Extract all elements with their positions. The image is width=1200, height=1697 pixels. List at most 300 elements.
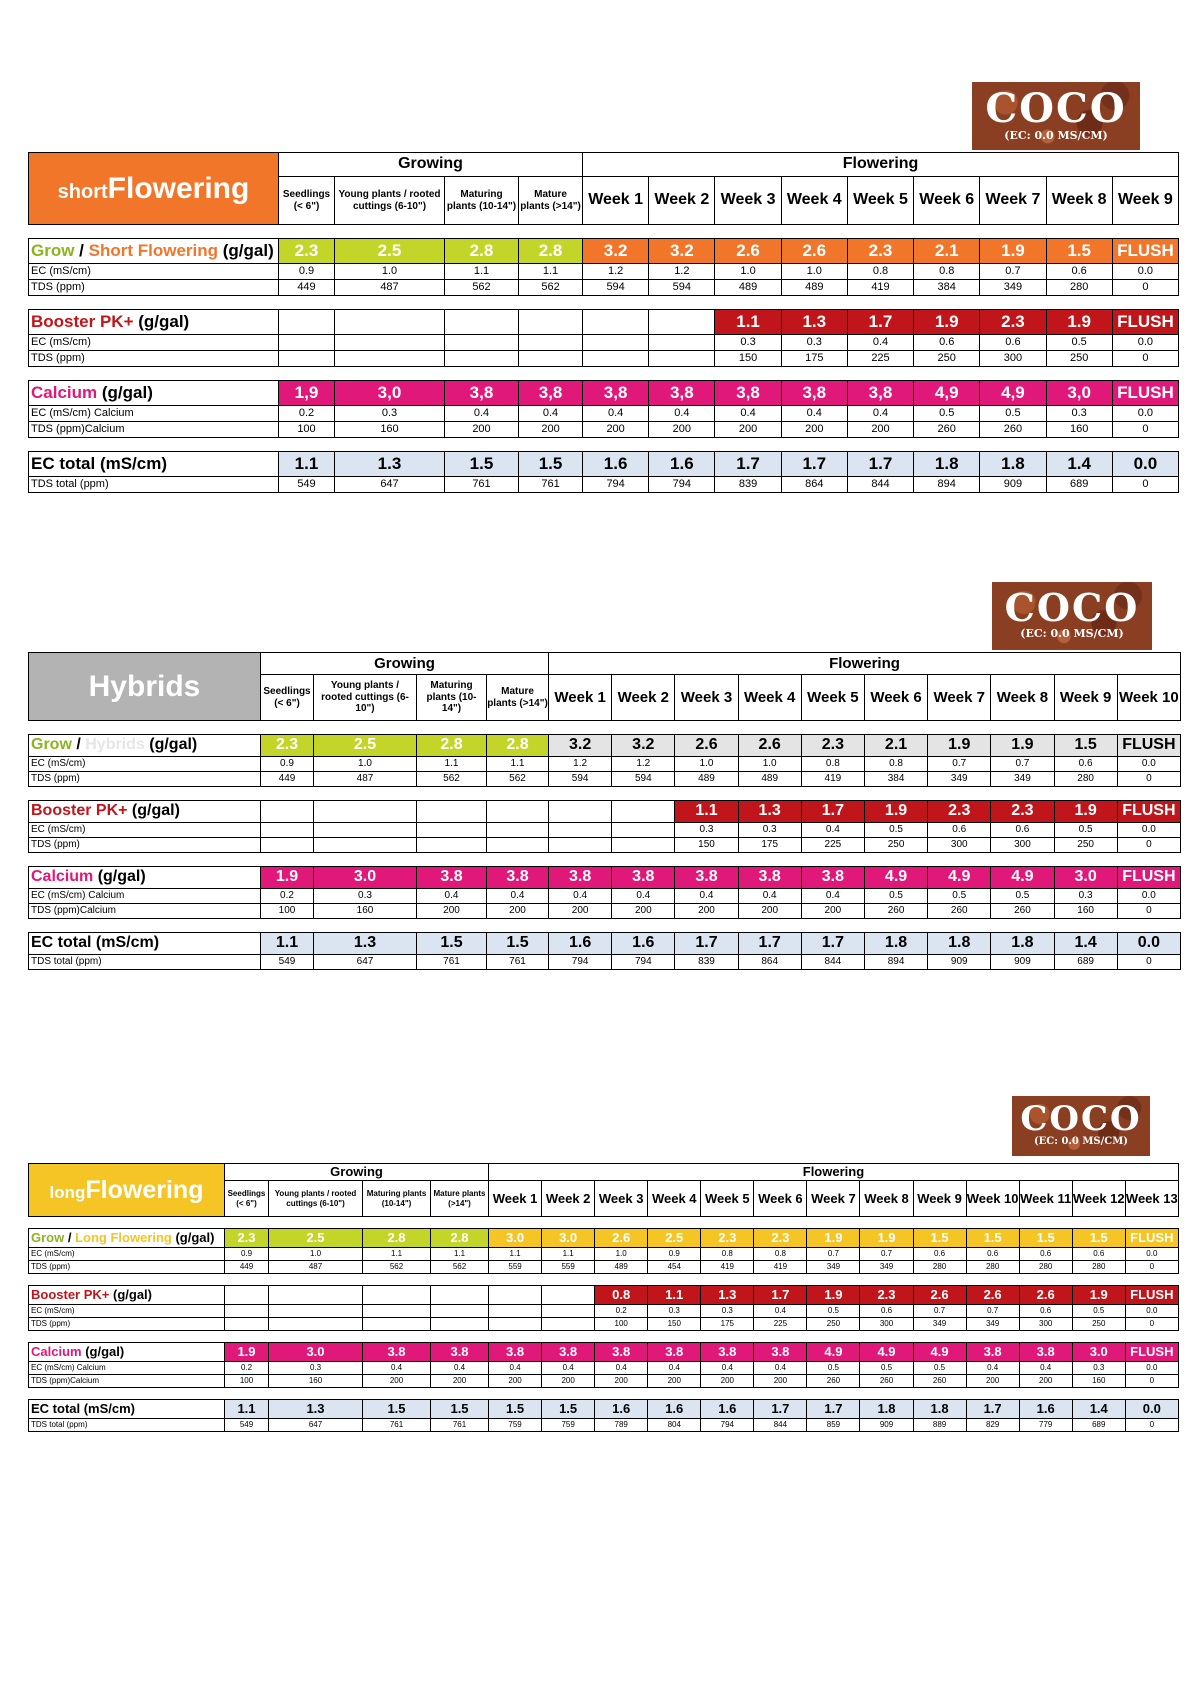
table-cell: 647 <box>269 1419 363 1432</box>
table-cell: 0.0 <box>1117 823 1180 838</box>
table-cell: 1.1 <box>489 1248 542 1261</box>
booster-dose-cell: 2.6 <box>913 1286 966 1305</box>
week-header: Week 8 <box>860 1181 913 1217</box>
table-cell: 200 <box>675 904 738 919</box>
table-cell: 689 <box>1046 477 1112 493</box>
table-cell: 0.4 <box>847 406 913 422</box>
table-cell <box>363 1305 431 1318</box>
table-cell: 250 <box>1054 838 1117 853</box>
table-cell <box>314 823 417 838</box>
table-cell: 0 <box>1125 1419 1178 1432</box>
booster-dose-cell: 2.6 <box>966 1286 1019 1305</box>
table-cell: 349 <box>928 772 991 787</box>
calcium-ec-row <box>29 1362 1179 1375</box>
week-header: Week 7 <box>980 177 1046 225</box>
feeding-table-0 <box>28 152 1179 493</box>
table-cell: 0.0 <box>1117 757 1180 772</box>
calcium-dose-cell: 4,9 <box>980 381 1046 406</box>
calcium-dose-cell: 4,9 <box>914 381 980 406</box>
table-cell: 200 <box>583 422 649 438</box>
table-cell: 1.0 <box>675 757 738 772</box>
ec-total-cell: 1.8 <box>914 452 980 477</box>
table-cell: 0.2 <box>595 1305 648 1318</box>
table-cell: 260 <box>864 904 927 919</box>
title-main: Flowering <box>85 1175 204 1204</box>
calcium-ec-row-label: EC (mS/cm) Calcium <box>29 1362 225 1375</box>
calcium-dose-cell: 1,9 <box>279 381 335 406</box>
week-header: Week 6 <box>864 675 927 721</box>
week-header: Week 5 <box>847 177 913 225</box>
product-label: Short Flowering <box>88 241 219 261</box>
table-cell: 759 <box>489 1419 542 1432</box>
table-cell: 794 <box>583 477 649 493</box>
grow-dose-cell: FLUSH <box>1117 735 1180 757</box>
table-cell: 384 <box>864 772 927 787</box>
growing-header: Growing <box>261 653 549 675</box>
table-cell: 300 <box>980 351 1046 367</box>
grow-dose-cell: 1.5 <box>1046 239 1112 264</box>
table-cell: 1.0 <box>595 1248 648 1261</box>
booster-dose-cell <box>519 310 583 335</box>
table-cell: 225 <box>754 1318 807 1331</box>
table-cell: 0.6 <box>991 823 1054 838</box>
table-cell: 150 <box>715 351 781 367</box>
table-cell: 761 <box>431 1419 489 1432</box>
feeding-table-1 <box>28 652 1181 970</box>
calcium-tds-row <box>29 1375 1179 1388</box>
calcium-dose-cell: 3.8 <box>431 1343 489 1362</box>
booster-label: Booster PK+ <box>31 312 134 332</box>
table-cell: 200 <box>542 1375 595 1388</box>
table-cell: 419 <box>847 280 913 296</box>
table-cell: 449 <box>261 772 314 787</box>
flowering-header: Flowering <box>489 1164 1179 1181</box>
table-cell: 0.5 <box>1046 335 1112 351</box>
grow-label: Grow <box>31 1230 65 1246</box>
calcium-tds-row-label: TDS (ppm)Calcium <box>29 1375 225 1388</box>
grow-dose-cell: FLUSH <box>1125 1229 1178 1248</box>
table-cell: 0.4 <box>715 406 781 422</box>
table-cell: 804 <box>648 1419 701 1432</box>
ec-total-cell: 1.8 <box>860 1400 913 1419</box>
table-cell: 100 <box>595 1318 648 1331</box>
table-cell: 0.5 <box>980 406 1046 422</box>
table-cell: 759 <box>542 1419 595 1432</box>
ec-total-cell: 1.7 <box>781 452 847 477</box>
table-cell <box>314 838 417 853</box>
table-cell: 1.0 <box>715 264 781 280</box>
week-header: Week 9 <box>1112 177 1178 225</box>
table-cell: 559 <box>489 1261 542 1274</box>
table-cell: 0.4 <box>542 1362 595 1375</box>
table-cell: 200 <box>847 422 913 438</box>
table-cell: 1.1 <box>363 1248 431 1261</box>
table-cell: 0.3 <box>1054 889 1117 904</box>
stage-header: Young plants / rooted cuttings (6-10") <box>314 675 417 721</box>
table-cell: 487 <box>335 280 445 296</box>
table-cell: 200 <box>363 1375 431 1388</box>
coco-subtitle: (EC: 0.0 MS/CM) <box>1004 129 1108 142</box>
product-label: Long Flowering <box>75 1230 172 1246</box>
calcium-dose-cell: 1.9 <box>225 1343 269 1362</box>
ec-total-label: EC total (mS/cm) <box>29 933 261 955</box>
table-cell: 349 <box>807 1261 860 1274</box>
table-cell: 280 <box>1054 772 1117 787</box>
table-cell: 200 <box>487 904 549 919</box>
table-cell: 200 <box>781 422 847 438</box>
table-cell: 844 <box>801 955 864 970</box>
calcium-row <box>29 1343 1179 1362</box>
table-cell: 1.0 <box>314 757 417 772</box>
table-cell: 894 <box>864 955 927 970</box>
coco-subtitle: (EC: 0.0 MS/CM) <box>1020 627 1124 640</box>
ec-total-cell: 1.3 <box>314 933 417 955</box>
table-cell: 689 <box>1054 955 1117 970</box>
table-cell: 794 <box>649 477 715 493</box>
separator: / <box>64 1230 76 1246</box>
ec-total-cell: 1.6 <box>612 933 675 955</box>
table-cell: 1.0 <box>335 264 445 280</box>
table-cell: 0.5 <box>913 1362 966 1375</box>
calcium-dose-cell: 3.0 <box>1072 1343 1125 1362</box>
table-cell: 300 <box>928 838 991 853</box>
booster-dose-cell <box>335 310 445 335</box>
ec-total-cell: 1.5 <box>487 933 549 955</box>
ec-total-cell: 1.7 <box>966 1400 1019 1419</box>
grow-row <box>29 239 1179 264</box>
table-cell: 0 <box>1117 904 1180 919</box>
week-header: Week 1 <box>549 675 612 721</box>
table-cell: 0.5 <box>864 889 927 904</box>
table-cell: 0.2 <box>279 406 335 422</box>
table-cell: 909 <box>928 955 991 970</box>
table-cell: 0.3 <box>715 335 781 351</box>
table-cell: 864 <box>781 477 847 493</box>
table-cell: 1.2 <box>612 757 675 772</box>
table-cell: 0.6 <box>1054 757 1117 772</box>
booster-dose-cell: 1.7 <box>847 310 913 335</box>
table-cell: 894 <box>914 477 980 493</box>
grow-dose-cell: 1.9 <box>860 1229 913 1248</box>
ec-total-label: EC total (mS/cm) <box>29 1400 225 1419</box>
table-cell: 909 <box>980 477 1046 493</box>
table-cell: 0.3 <box>269 1362 363 1375</box>
title-main: Flowering <box>107 171 250 205</box>
table-cell <box>269 1305 363 1318</box>
table-cell: 160 <box>1054 904 1117 919</box>
booster-dose-cell: 1.1 <box>648 1286 701 1305</box>
table-cell: 200 <box>648 1375 701 1388</box>
coco-title: COCO <box>1004 585 1140 630</box>
title-prefix: short <box>57 180 108 203</box>
table-cell: 0.3 <box>738 823 801 838</box>
calcium-dose-cell: 1.9 <box>261 867 314 889</box>
table-cell: 0 <box>1117 772 1180 787</box>
growing-header: Growing <box>279 153 583 177</box>
unit-label: (g/gal) <box>109 1287 152 1303</box>
table-cell: 844 <box>847 477 913 493</box>
table-cell: 549 <box>225 1419 269 1432</box>
grow-dose-cell: 2.5 <box>335 239 445 264</box>
table-cell: 487 <box>314 772 417 787</box>
grow-ec-row <box>29 264 1179 280</box>
grow-dose-cell: 2.6 <box>781 239 847 264</box>
title-main: Hybrids <box>88 669 201 703</box>
grow-label: Grow <box>31 736 72 754</box>
grow-dose-cell: 2.5 <box>314 735 417 757</box>
table-cell: 0.6 <box>860 1305 913 1318</box>
booster-row-label <box>29 1286 225 1305</box>
grow-tds-row <box>29 772 1181 787</box>
ec-total-cell: 1.3 <box>335 452 445 477</box>
table-cell: 0 <box>1112 422 1178 438</box>
calcium-dose-cell: 3.8 <box>417 867 487 889</box>
grow-row-label <box>29 735 261 757</box>
grow-dose-cell: 2.6 <box>675 735 738 757</box>
week-header: Week 4 <box>738 675 801 721</box>
booster-label: Booster PK+ <box>31 1287 110 1303</box>
table-cell: 489 <box>715 280 781 296</box>
table-cell: 761 <box>445 477 519 493</box>
booster-label: Booster PK+ <box>31 802 128 820</box>
tds-total-row <box>29 1419 1179 1432</box>
table-cell: 0.3 <box>675 823 738 838</box>
table-cell: 794 <box>701 1419 754 1432</box>
table-cell: 0.4 <box>431 1362 489 1375</box>
stage-header: Young plants / rooted cuttings (6-10") <box>335 177 445 225</box>
calcium-dose-cell: 3.8 <box>701 1343 754 1362</box>
table-cell <box>261 823 314 838</box>
table-cell: 0.6 <box>1072 1248 1125 1261</box>
booster-ec-row <box>29 823 1181 838</box>
table-cell: 1.1 <box>542 1248 595 1261</box>
booster-dose-cell: FLUSH <box>1125 1286 1178 1305</box>
table-cell <box>549 838 612 853</box>
table-cell: 562 <box>487 772 549 787</box>
table-cell: 864 <box>738 955 801 970</box>
calcium-label: Calcium <box>31 1344 82 1360</box>
ec-total-cell: 1.7 <box>807 1400 860 1419</box>
booster-ec-row <box>29 335 1179 351</box>
table-cell: 260 <box>928 904 991 919</box>
calcium-dose-cell: 3,8 <box>847 381 913 406</box>
grow-dose-cell: 1.5 <box>1072 1229 1125 1248</box>
ec-total-cell: 1.7 <box>801 933 864 955</box>
table-cell <box>225 1305 269 1318</box>
stage-header: Seedlings (< 6") <box>261 675 314 721</box>
table-cell: 0.6 <box>966 1248 1019 1261</box>
booster-dose-cell: 1.9 <box>914 310 980 335</box>
calcium-dose-cell: 4.9 <box>928 867 991 889</box>
table-cell: 175 <box>781 351 847 367</box>
table-cell: 1.2 <box>649 264 715 280</box>
table-cell <box>417 823 487 838</box>
coco-title: COCO <box>985 85 1127 132</box>
grow-dose-cell: 3.2 <box>583 239 649 264</box>
grow-dose-cell: 2.1 <box>914 239 980 264</box>
table-cell: 559 <box>542 1261 595 1274</box>
grow-ec-row <box>29 1248 1179 1261</box>
booster-row-label <box>29 310 279 335</box>
calcium-dose-cell: 4.9 <box>807 1343 860 1362</box>
table-cell <box>542 1305 595 1318</box>
table-cell: 0.5 <box>1072 1305 1125 1318</box>
week-header: Week 6 <box>754 1181 807 1217</box>
table-cell: 0.4 <box>738 889 801 904</box>
table-cell: 0.3 <box>648 1305 701 1318</box>
table-cell: 594 <box>612 772 675 787</box>
ec-total-cell: 1.4 <box>1046 452 1112 477</box>
calcium-ec-row-label: EC (mS/cm) Calcium <box>29 889 261 904</box>
table-cell <box>279 351 335 367</box>
booster-dose-cell: 2.3 <box>991 801 1054 823</box>
table-cell: 160 <box>269 1375 363 1388</box>
booster-dose-cell: 1.7 <box>754 1286 807 1305</box>
table-cell: 1.2 <box>583 264 649 280</box>
booster-ec-row <box>29 1305 1179 1318</box>
table-cell: 0.4 <box>487 889 549 904</box>
table-cell: 225 <box>801 838 864 853</box>
booster-tds-row-label: TDS (ppm) <box>29 1318 225 1331</box>
booster-dose-cell <box>261 801 314 823</box>
calcium-dose-cell: 3.0 <box>314 867 417 889</box>
calcium-dose-cell: 3.8 <box>612 867 675 889</box>
table-cell: 175 <box>738 838 801 853</box>
stage-header: Maturing plants (10-14") <box>363 1181 431 1217</box>
table-cell: 839 <box>715 477 781 493</box>
grow-dose-cell: 1.9 <box>807 1229 860 1248</box>
calcium-dose-cell: 4.9 <box>864 867 927 889</box>
table-cell: 160 <box>314 904 417 919</box>
calcium-dose-cell: 3,0 <box>335 381 445 406</box>
grow-ec-row-label: EC (mS/cm) <box>29 1248 225 1261</box>
table-cell: 859 <box>807 1419 860 1432</box>
grow-dose-cell: 2.8 <box>417 735 487 757</box>
ec-total-cell: 1.7 <box>715 452 781 477</box>
booster-row <box>29 801 1181 823</box>
table-cell: 0.7 <box>966 1305 1019 1318</box>
table-cell: 250 <box>1072 1318 1125 1331</box>
week-header: Week 10 <box>1117 675 1180 721</box>
ec-total-row <box>29 1400 1179 1419</box>
table-cell: 0.3 <box>335 406 445 422</box>
unit-label: (g/gal) <box>133 312 190 332</box>
ec-total-cell: 1.3 <box>269 1400 363 1419</box>
table-cell: 761 <box>417 955 487 970</box>
stage-header: Mature plants (>14") <box>519 177 583 225</box>
table-cell: 829 <box>966 1419 1019 1432</box>
week-header: Week 3 <box>595 1181 648 1217</box>
table-cell: 1.1 <box>417 757 487 772</box>
table-cell: 449 <box>279 280 335 296</box>
table-cell: 0.0 <box>1125 1305 1178 1318</box>
tds-total-row-label: TDS total (ppm) <box>29 955 261 970</box>
ec-total-cell: 1.4 <box>1072 1400 1125 1419</box>
table-cell: 0.8 <box>701 1248 754 1261</box>
grow-dose-cell: 2.8 <box>487 735 549 757</box>
table-cell: 0.4 <box>801 823 864 838</box>
table-cell: 839 <box>675 955 738 970</box>
ec-total-cell: 1.6 <box>595 1400 648 1419</box>
table-cell: 1.1 <box>519 264 583 280</box>
calcium-row <box>29 867 1181 889</box>
product-label: Hybrids <box>85 736 145 754</box>
table-cell: 260 <box>913 1375 966 1388</box>
week-header: Week 9 <box>913 1181 966 1217</box>
table-cell: 0.3 <box>1072 1362 1125 1375</box>
booster-dose-cell: 1.1 <box>675 801 738 823</box>
calcium-dose-cell: 3.8 <box>489 1343 542 1362</box>
table-cell: 0.4 <box>1019 1362 1072 1375</box>
booster-ec-row-label: EC (mS/cm) <box>29 823 261 838</box>
calcium-dose-cell: 3,8 <box>445 381 519 406</box>
ec-total-cell: 1.4 <box>1054 933 1117 955</box>
grow-dose-cell: 2.5 <box>648 1229 701 1248</box>
table-cell: 200 <box>612 904 675 919</box>
table-cell: 0.8 <box>801 757 864 772</box>
table-cell: 0.8 <box>864 757 927 772</box>
table-cell <box>261 838 314 853</box>
flowering-header: Flowering <box>583 153 1179 177</box>
booster-dose-cell: 1.3 <box>738 801 801 823</box>
booster-dose-cell <box>363 1286 431 1305</box>
table-cell: 349 <box>980 280 1046 296</box>
calcium-row <box>29 381 1179 406</box>
calcium-row-label <box>29 381 279 406</box>
table-cell <box>583 351 649 367</box>
table-cell: 761 <box>519 477 583 493</box>
table-cell: 0.5 <box>807 1362 860 1375</box>
unit-label: (g/gal) <box>218 241 274 261</box>
table-cell: 0.4 <box>445 406 519 422</box>
table-cell: 250 <box>1046 351 1112 367</box>
booster-dose-cell: 2.3 <box>928 801 991 823</box>
booster-dose-cell <box>314 801 417 823</box>
table-cell: 0 <box>1125 1375 1178 1388</box>
ec-total-cell: 1.6 <box>1019 1400 1072 1419</box>
coco-badge <box>1012 1096 1150 1156</box>
table-cell: 0.9 <box>225 1248 269 1261</box>
table-cell: 779 <box>1019 1419 1072 1432</box>
table-cell: 0.3 <box>314 889 417 904</box>
ec-total-cell: 1.6 <box>701 1400 754 1419</box>
table-cell: 562 <box>431 1261 489 1274</box>
grow-dose-cell: 2.3 <box>701 1229 754 1248</box>
ec-total-cell: 1.8 <box>991 933 1054 955</box>
calcium-dose-cell: 3.8 <box>542 1343 595 1362</box>
table-cell <box>612 823 675 838</box>
table-cell: 280 <box>1072 1261 1125 1274</box>
table-cell: 0.0 <box>1112 406 1178 422</box>
booster-dose-cell: 1.3 <box>701 1286 754 1305</box>
table-cell: 200 <box>549 904 612 919</box>
table-cell <box>363 1318 431 1331</box>
calcium-dose-cell: 4.9 <box>991 867 1054 889</box>
unit-label: (g/gal) <box>144 736 198 754</box>
grow-dose-cell: 1.5 <box>913 1229 966 1248</box>
week-header: Week 2 <box>649 177 715 225</box>
table-cell: 789 <box>595 1419 648 1432</box>
table-cell: 449 <box>225 1261 269 1274</box>
tds-total-row-label: TDS total (ppm) <box>29 477 279 493</box>
booster-row <box>29 310 1179 335</box>
unit-label: (g/gal) <box>81 1344 125 1360</box>
booster-dose-cell: 1.9 <box>1072 1286 1125 1305</box>
ec-total-cell: 1.8 <box>913 1400 966 1419</box>
table-cell: 594 <box>649 280 715 296</box>
stage-header: Maturing plants (10-14") <box>445 177 519 225</box>
ec-total-cell: 0.0 <box>1125 1400 1178 1419</box>
